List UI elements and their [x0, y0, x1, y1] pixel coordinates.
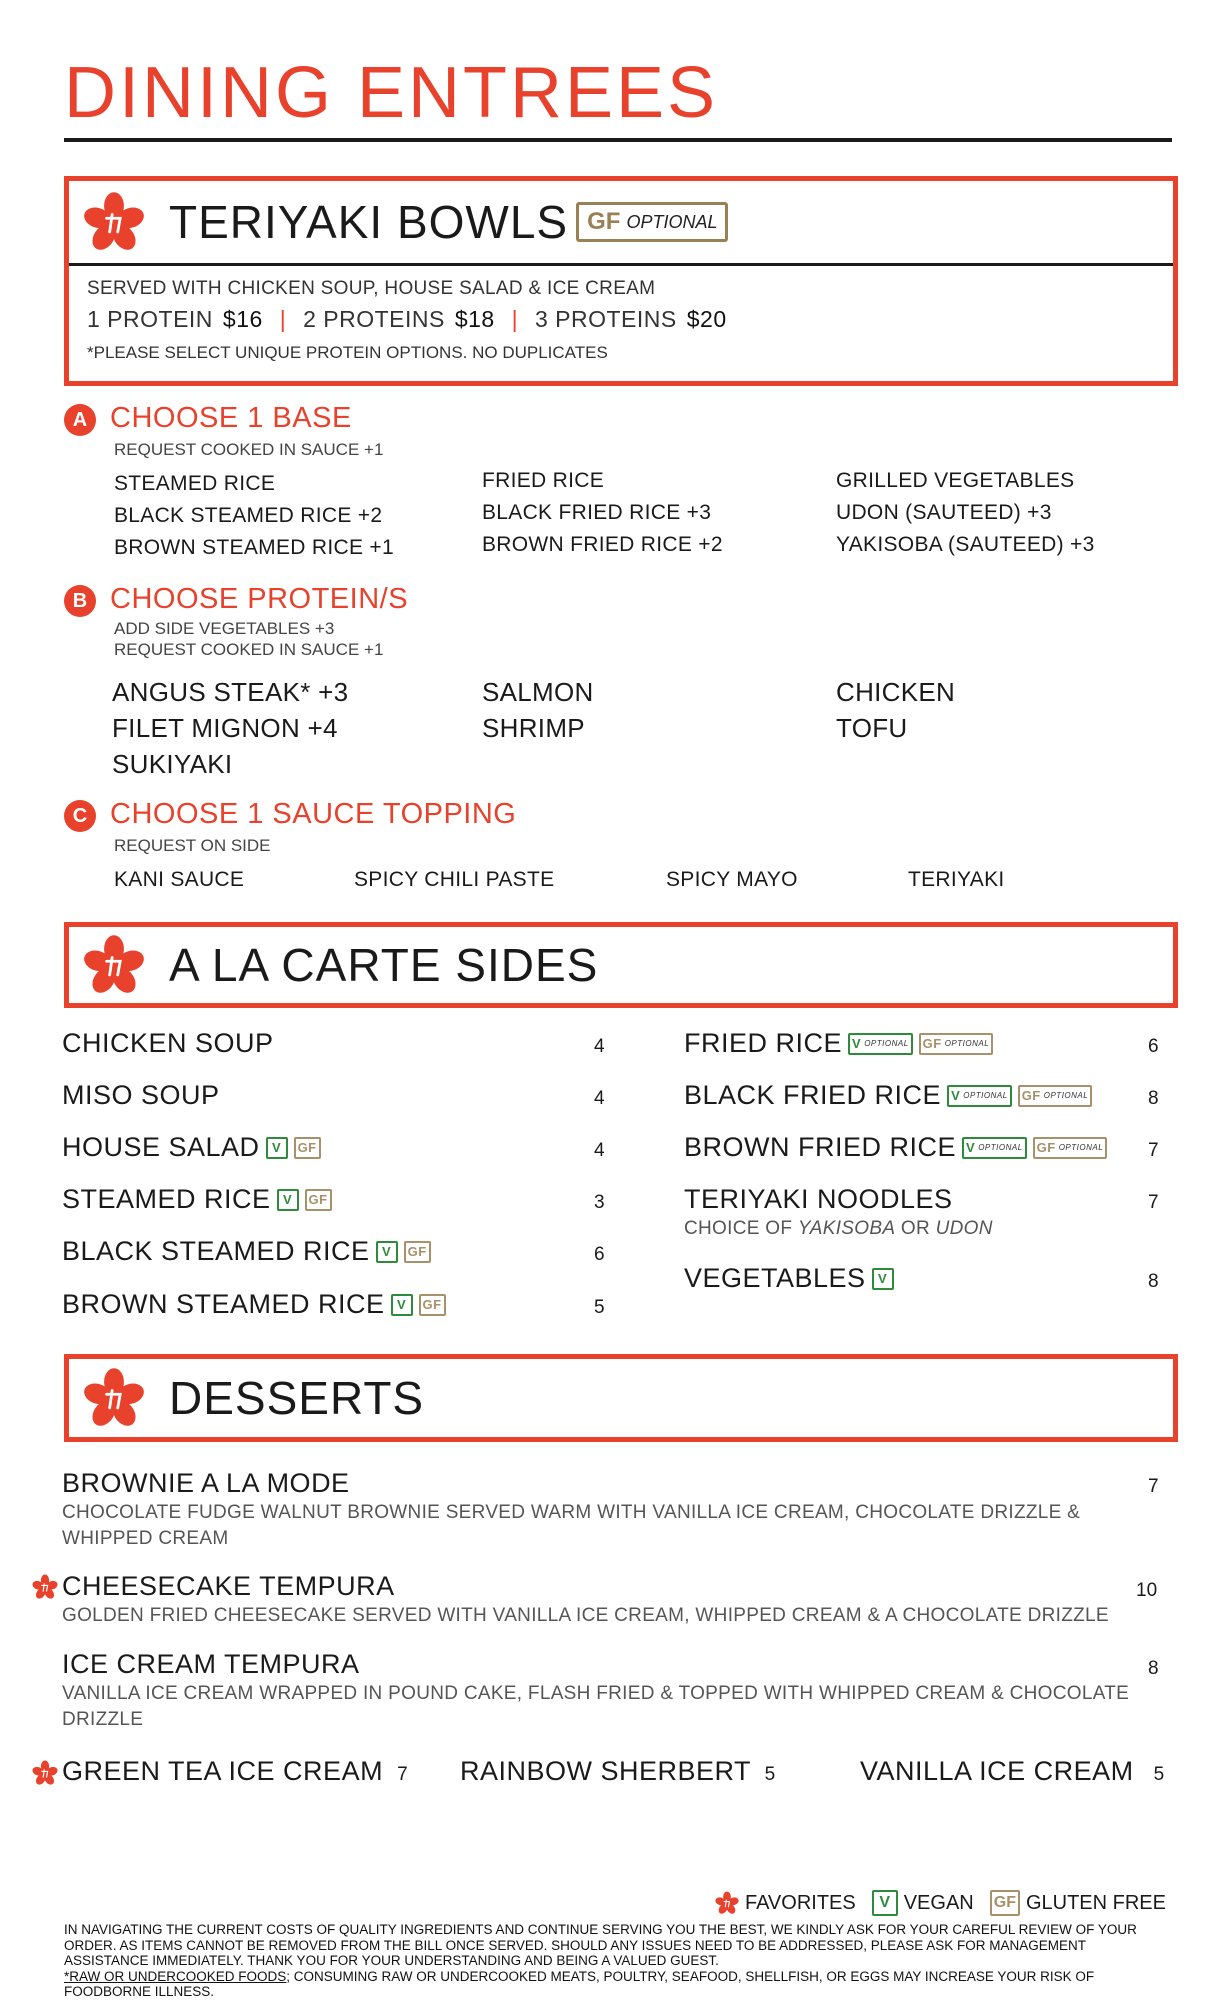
- cherry-blossom-icon: [715, 1891, 739, 1915]
- base-option: STEAMED RICE: [114, 472, 276, 495]
- side-name: BROWN STEAMED RICE: [62, 1289, 385, 1319]
- gluten-free-optional-tag: GF OPTIONAL: [919, 1033, 994, 1055]
- base-option: BROWN STEAMED RICE +1: [114, 536, 394, 559]
- step-b-sub-1: ADD SIDE VEGETABLES +3: [114, 619, 335, 638]
- side-price: 7: [1148, 1140, 1159, 1161]
- legend: [715, 1890, 1166, 1916]
- disclaimer-text: IN NAVIGATING THE CURRENT COSTS OF QUALITY INGREDIENTS AND CONTINUE SERVING YOU THE BEST, WE KINDLY ASK FOR YOUR CAREFUL REVIEW OF YOUR ORDER. AS ITEMS CANNOT BE REMOVED FROM THE BILL ONCE SERVED. SHOULD ANY ISSUES NEED TO BE ADDRESSED, PLEASE ASK FOR MANAGEMENT ASSISTANCE IMMEDIATELY. THANK YOU FOR YOUR UNDERSTANDING AND BEING A VALUED GUEST.: [64, 1922, 1137, 1968]
- sides-title: A LA CARTE SIDES: [169, 939, 599, 991]
- vegan-tag: V: [376, 1241, 398, 1263]
- step-b-title: CHOOSE PROTEIN/S: [110, 583, 409, 615]
- side-item: [62, 1132, 321, 1163]
- scoop-name: VANILLA ICE CREAM: [860, 1756, 1134, 1786]
- side-name: TERIYAKI NOODLES: [684, 1184, 953, 1214]
- teriyaki-bowls-title: TERIYAKI BOWLS: [169, 196, 569, 248]
- price-label-3: 3 PROTEINS: [534, 306, 677, 332]
- vegan-tag: V: [872, 1268, 894, 1290]
- dessert-description: VANILLA ICE CREAM WRAPPED IN POUND CAKE, FLASH FRIED & TOPPED WITH WHIPPED CREAM & CHOCOLATE DRIZZLE: [62, 1683, 1130, 1730]
- side-name: BLACK STEAMED RICE: [62, 1236, 370, 1266]
- protein-column-3: [836, 674, 955, 746]
- gluten-free-optional-tag: GF OPTIONAL: [1033, 1137, 1108, 1159]
- gluten-free-tag: GF: [419, 1294, 446, 1316]
- gluten-free-tag: GF: [294, 1137, 321, 1159]
- scoop-price: 7: [397, 1764, 409, 1785]
- side-price: 3: [594, 1192, 605, 1213]
- sauce-option: SPICY CHILI PASTE: [354, 868, 555, 891]
- base-option: BLACK FRIED RICE +3: [482, 501, 712, 524]
- cherry-blossom-icon: [83, 934, 145, 996]
- price-separator: |: [279, 306, 287, 332]
- side-item: [684, 1184, 953, 1215]
- side-item: [684, 1080, 1092, 1111]
- side-price: 4: [594, 1140, 605, 1161]
- side-price: 5: [594, 1297, 605, 1318]
- teriyaki-bowls-body: [69, 263, 1173, 373]
- side-price: 7: [1148, 1192, 1159, 1213]
- protein-option: SALMON: [482, 677, 594, 707]
- sauce-option: TERIYAKI: [908, 868, 1005, 891]
- step-a-title: CHOOSE 1 BASE: [110, 402, 352, 434]
- base-option: GRILLED VEGETABLES: [836, 469, 1075, 492]
- side-item: [62, 1080, 220, 1111]
- dessert-description: CHOCOLATE FUDGE WALNUT BROWNIE SERVED WARM WITH VANILLA ICE CREAM, CHOCOLATE DRIZZLE & WHIPPED CREAM: [62, 1502, 1081, 1549]
- side-price: 4: [594, 1036, 605, 1057]
- gluten-free-tag: GF: [404, 1241, 431, 1263]
- price-label-2: 2 PROTEINS: [303, 306, 445, 332]
- side-price: 4: [594, 1088, 605, 1109]
- desserts-header: [69, 1359, 1173, 1437]
- vegan-tag: V: [277, 1189, 299, 1211]
- dessert-name: [460, 1756, 776, 1787]
- side-name: HOUSE SALAD: [62, 1132, 260, 1162]
- dessert-name: BROWNIE A LA MODE: [62, 1468, 350, 1498]
- side-item: [684, 1263, 894, 1294]
- dessert-price: 7: [1148, 1476, 1159, 1497]
- scoop-price: 5: [1153, 1764, 1165, 1785]
- vegan-optional-tag: V OPTIONAL: [962, 1137, 1027, 1159]
- dessert-name: [62, 1756, 408, 1787]
- side-name: MISO SOUP: [62, 1080, 220, 1110]
- vegan-tag: V: [391, 1294, 413, 1316]
- step-c-badge: C: [64, 800, 96, 832]
- side-price: 6: [594, 1244, 605, 1265]
- side-item: [62, 1289, 446, 1320]
- page-title: DINING ENTREES: [64, 53, 719, 133]
- base-option: YAKISOBA (SAUTEED) +3: [836, 533, 1095, 556]
- side-name: BROWN FRIED RICE: [684, 1132, 957, 1162]
- step-b-sub-2: REQUEST COOKED IN SAUCE +1: [114, 640, 384, 659]
- cherry-blossom-icon: [83, 1367, 145, 1429]
- title-divider: [64, 138, 1172, 142]
- vegan-optional-tag: V OPTIONAL: [848, 1033, 913, 1055]
- dessert-name: CHEESECAKE TEMPURA: [62, 1571, 395, 1601]
- sides-box: [64, 922, 1178, 1008]
- protein-option: SHRIMP: [482, 713, 585, 743]
- sauce-option: SPICY MAYO: [666, 868, 798, 891]
- protein-column-1: [112, 674, 348, 782]
- protein-option: TOFU: [836, 713, 908, 743]
- teriyaki-bowls-box: [64, 176, 1178, 386]
- legend-gluten-free: GLUTEN FREE: [1025, 1891, 1166, 1914]
- side-item: [684, 1132, 1107, 1163]
- side-item: [62, 1184, 332, 1215]
- side-item: [62, 1236, 431, 1267]
- noodles-note: CHOICE OF YAKISOBA OR UDON: [684, 1218, 993, 1239]
- protein-option: FILET MIGNON +4: [112, 713, 338, 743]
- gluten-free-optional-tag: GF OPTIONAL: [1018, 1085, 1093, 1107]
- dessert-name: ICE CREAM TEMPURA: [62, 1649, 360, 1679]
- footer-disclaimer: [64, 1922, 1164, 2000]
- served-with-text: SERVED WITH CHICKEN SOUP, HOUSE SALAD & ICE CREAM: [87, 278, 656, 299]
- side-item: [62, 1028, 274, 1059]
- side-price: 6: [1148, 1036, 1159, 1057]
- sauce-option: KANI SAUCE: [114, 868, 245, 891]
- base-column-1: [114, 468, 394, 564]
- dessert-description: GOLDEN FRIED CHEESECAKE SERVED WITH VANILLA ICE CREAM, WHIPPED CREAM & A CHOCOLATE DRIZZLE: [62, 1605, 1109, 1626]
- price-separator: |: [511, 306, 519, 332]
- price-value-2: $18: [454, 306, 495, 332]
- favorite-icon: [32, 1760, 58, 1786]
- side-price: 8: [1148, 1271, 1159, 1292]
- legend-vegan: VEGAN: [903, 1891, 974, 1914]
- unique-protein-note: *PLEASE SELECT UNIQUE PROTEIN OPTIONS. NO DUPLICATES: [87, 343, 608, 362]
- side-item: [684, 1028, 993, 1059]
- price-value-1: $16: [222, 306, 263, 332]
- sides-header: [69, 927, 1173, 1003]
- side-name: BLACK FRIED RICE: [684, 1080, 942, 1110]
- protein-column-2: [482, 674, 594, 746]
- base-option: UDON (SAUTEED) +3: [836, 501, 1052, 524]
- base-option: BROWN FRIED RICE +2: [482, 533, 723, 556]
- step-a-sub: REQUEST COOKED IN SAUCE +1: [114, 440, 384, 459]
- vegan-tag: V: [266, 1137, 288, 1159]
- gf-optional-badge: GF OPTIONAL: [576, 202, 728, 242]
- price-value-3: $20: [686, 306, 727, 332]
- desserts-title: DESSERTS: [169, 1372, 425, 1424]
- step-c-sub: REQUEST ON SIDE: [114, 836, 271, 855]
- dessert-name: [860, 1756, 1165, 1787]
- dessert-price: 10: [1136, 1580, 1158, 1601]
- side-price: 8: [1148, 1088, 1159, 1109]
- price-label-1: 1 PROTEIN: [87, 306, 213, 332]
- vegan-optional-tag: V OPTIONAL: [947, 1085, 1012, 1107]
- scoop-name: GREEN TEA ICE CREAM: [62, 1756, 384, 1786]
- legend-favorites: FAVORITES: [744, 1891, 856, 1914]
- base-option: BLACK STEAMED RICE +2: [114, 504, 383, 527]
- dessert-price: 8: [1148, 1658, 1159, 1679]
- cherry-blossom-icon: [83, 191, 145, 253]
- side-name: CHICKEN SOUP: [62, 1028, 274, 1058]
- raw-food-warning: *RAW OR UNDERCOOKED FOODS; CONSUMING RAW OR UNDERCOOKED MEATS, POULTRY, SEAFOOD, SHELLFISH, OR EGGS MAY INCREASE YOUR RISK OF FOODBORNE ILLNESS.: [64, 1968, 1095, 1999]
- side-name: STEAMED RICE: [62, 1184, 271, 1214]
- scoop-name: RAINBOW SHERBERT: [460, 1756, 751, 1786]
- side-name: FRIED RICE: [684, 1028, 843, 1058]
- teriyaki-bowls-header: [69, 181, 1173, 263]
- step-c-title: CHOOSE 1 SAUCE TOPPING: [110, 798, 517, 830]
- base-column-3: [836, 465, 1095, 561]
- protein-prices: [87, 306, 1155, 333]
- scoop-price: 5: [764, 1764, 776, 1785]
- base-column-2: [482, 465, 723, 561]
- desserts-box: [64, 1354, 1178, 1442]
- vegan-tag: V: [872, 1890, 898, 1916]
- gluten-free-tag: GF: [305, 1189, 332, 1211]
- protein-option: CHICKEN: [836, 677, 956, 707]
- protein-option: ANGUS STEAK* +3: [112, 677, 349, 707]
- favorite-icon: [32, 1574, 58, 1600]
- protein-option: SUKIYAKI: [112, 749, 233, 779]
- side-name: VEGETABLES: [684, 1263, 866, 1293]
- base-option: FRIED RICE: [482, 469, 605, 492]
- step-a-badge: A: [64, 404, 96, 436]
- step-b-badge: B: [64, 585, 96, 617]
- gluten-free-tag: GF: [990, 1890, 1020, 1916]
